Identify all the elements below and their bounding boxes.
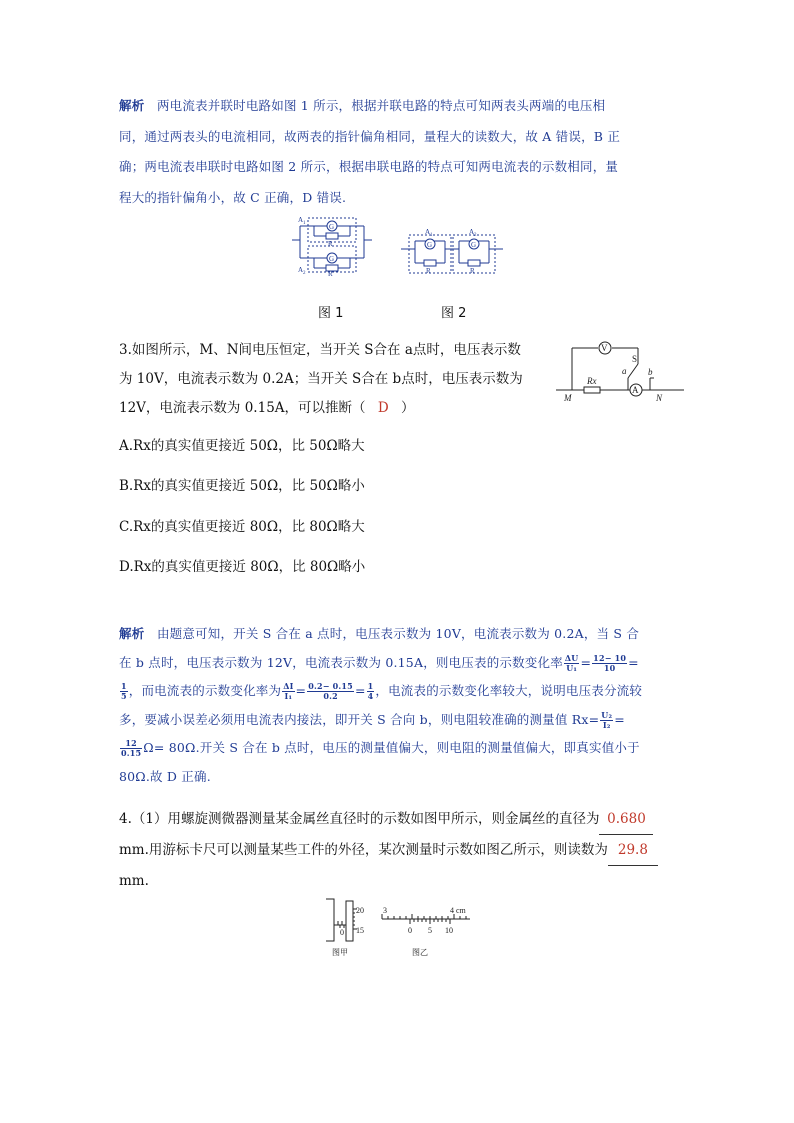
resistor-label: R: [470, 267, 475, 275]
ammeter-label: A: [469, 228, 475, 236]
resistor-label: R: [426, 267, 431, 275]
numerator: ΔU: [564, 652, 579, 663]
denominator: 0.15: [121, 748, 142, 758]
solution-keyword: 解析: [119, 627, 145, 641]
caliper-vernier-mark: 0: [408, 926, 412, 935]
ammeter-label: A: [298, 266, 304, 274]
subscript: 1: [430, 233, 433, 238]
question-4: [119, 804, 689, 896]
fraction: [120, 739, 142, 758]
solution-2: [119, 91, 679, 213]
numerator: 1: [121, 681, 127, 691]
figure-2-caption: 图 2: [441, 306, 467, 321]
resistor-label: R: [328, 270, 333, 276]
figure-jia-caption: 图甲: [332, 948, 348, 957]
point-b-label: b: [648, 367, 653, 377]
solution-text: 80Ω.故 D 正确.: [119, 768, 211, 784]
caliper-vernier-mark: 10: [445, 926, 453, 935]
question-3-circuit: [556, 338, 684, 404]
option-b: B.Rx的真实值更接近 50Ω，比 50Ω略小: [119, 478, 365, 494]
question-text: 3.如图所示，M、N间电压恒定，当开关 S合在 a点时，电压表示数: [119, 342, 521, 358]
subscript: 2: [303, 271, 306, 276]
solution-text: 在 b 点时，电压表示数为 12V，电流表示数为 0.15A，则电压表的示数变化率: [119, 654, 563, 670]
ammeter-label: A: [425, 228, 431, 236]
option-d: D.Rx的真实值更接近 80Ω，比 80Ω略小: [119, 559, 366, 575]
micrometer-mark: 0: [340, 928, 344, 937]
solution-keyword: 解析: [119, 99, 145, 113]
solution-text: 程大的指针偏角小，故 C 正确，D 错误.: [119, 189, 347, 205]
fraction: [592, 654, 627, 673]
solution-text: 同，通过两表头的电流相同，故两表的指针偏角相同，量程大的读数大，故 A 错误，B 正: [119, 128, 621, 144]
fraction: [600, 711, 613, 730]
figure-2-circuit: [401, 227, 503, 275]
question-text: mm.: [119, 873, 149, 889]
denominator: I₂: [602, 719, 611, 730]
caliper-main-mark: 4 cm: [450, 906, 466, 915]
denominator: 5: [121, 691, 127, 701]
figure-yi-caption: 图乙: [412, 948, 428, 957]
caliper-vernier-mark: 5: [428, 926, 432, 935]
micrometer-figure: [322, 897, 370, 959]
solution-3: 解析 由题意可知，开关 S 合在 a 点时，电压表示数为 10V，电流表示数为 0.2A，当 S 合 在 b 点时，电压表示数为 12V，电流表示数为 0.15A，则电压表的示数变化率 $\frac{\Delta U}{\text{U₁}}$ = $\frac{12- 10}{10}$ = $\frac{1}{5}$ ，而电流表的示数变化率为 $\frac{\Delta I}{\text{I₁}}$ = $\frac{0.2- 0.15}{0.2}$ = $\frac{1}{4}$ ，电流表的示数变化率较大，说明电压表分流较 多，要减小误差必须用电流表内接法，即开关 S 合向 b，则电阻较准确的测量值 Rx= $\frac{\text{U₂}}{\text{I₂}}$ = $\frac{12}{0.15}$ Ω= 80Ω.开关 S 合在 b 点时，电压的测量值偏大，则电阻的测量值偏大，即真实值小于 80Ω.故 D 正确.: [119, 626, 643, 784]
numerator: 12: [120, 739, 142, 749]
ammeter-label: A: [298, 216, 304, 224]
numerator: ΔI: [283, 681, 294, 691]
question-text: 4.（1）用螺旋测微器测量某金属丝直径时的示数如图甲所示，则金属丝的直径为: [119, 811, 600, 827]
solution-text: ，而电流表的示数变化率为: [128, 683, 282, 698]
figure-1-caption: 图 1: [318, 306, 344, 321]
numerator: 1: [367, 681, 374, 691]
resistor-label: R: [328, 240, 333, 248]
fraction: [307, 682, 354, 701]
figure-1-circuit: [292, 214, 372, 276]
denominator: I₁: [284, 691, 293, 701]
question-3: [119, 336, 559, 423]
denominator: 10: [603, 662, 616, 673]
answer-blank-caliper: 29.8: [608, 835, 658, 866]
fraction: [120, 682, 128, 701]
solution-text: Ω= 80Ω.开关 S 合在 b 点时，电压的测量值偏大，则电阻的测量值偏大，即真实值小于: [143, 740, 640, 755]
terminal-n-label: N: [656, 393, 663, 403]
fraction: [367, 682, 375, 701]
solution-text: 确；两电流表串联时电路如图 2 所示，根据串联电路的特点可知两电流表的示数相同，量: [119, 159, 619, 174]
solution-text: 由题意可知，开关 S 合在 a 点时，电压表示数为 10V，电流表示数为 0.2A，当 S 合: [156, 626, 640, 641]
galvanometer-label: G: [329, 223, 335, 231]
answer-choice: D: [377, 400, 389, 416]
point-a-label: a: [622, 366, 627, 376]
fraction: [564, 654, 580, 673]
galvanometer-label: G: [427, 241, 433, 249]
terminal-m-label: M: [564, 393, 572, 403]
numerator: U₂: [601, 709, 613, 720]
question-text: mm.用游标卡尺可以测量某些工件的外径，某次测量时示数如图乙所示，则读数为: [119, 842, 608, 858]
numerator: 12− 10: [593, 652, 627, 663]
caliper-figure: [378, 903, 474, 959]
subscript: 2: [474, 233, 477, 238]
question-text: 12V，电流表示数为 0.15A，可以推断（: [119, 400, 366, 416]
solution-text: ，电流表的示数变化率较大，说明电压表分流较: [375, 683, 643, 698]
subscript: 1: [303, 221, 306, 226]
galvanometer-label: G: [329, 255, 335, 263]
question-text: 为 10V，电流表示数为 0.2A；当开关 S合在 b点时，电压表示数为: [119, 371, 523, 387]
galvanometer-label: G: [471, 241, 477, 249]
resistor-label: Rx: [587, 376, 597, 386]
micrometer-mark: 15: [356, 926, 364, 935]
denominator: U₁: [566, 662, 578, 673]
ammeter-label: A: [632, 385, 639, 395]
answer-blank-diameter: 0.680: [599, 804, 653, 835]
voltmeter-label: V: [601, 343, 608, 353]
question-text: ）: [400, 400, 415, 416]
micrometer-mark: 20: [356, 906, 364, 915]
numerator: 0.2− 0.15: [308, 681, 353, 691]
denominator: 0.2: [323, 691, 338, 701]
option-a: A.Rx的真实值更接近 50Ω，比 50Ω略大: [119, 438, 365, 454]
switch-label: S: [632, 354, 638, 364]
solution-text: 多，要减小误差必须用电流表内接法，即开关 S 合向 b，则电阻较准确的测量值 Rx=: [119, 711, 600, 727]
caliper-main-mark: 3: [383, 906, 387, 915]
solution-text: 两电流表并联时电路如图 1 所示，根据并联电路的特点可知两表头两端的电压相: [156, 98, 606, 113]
denominator: 4: [367, 691, 374, 701]
option-c: C.Rx的真实值更接近 80Ω，比 80Ω略大: [119, 519, 365, 535]
fraction: [282, 682, 294, 701]
